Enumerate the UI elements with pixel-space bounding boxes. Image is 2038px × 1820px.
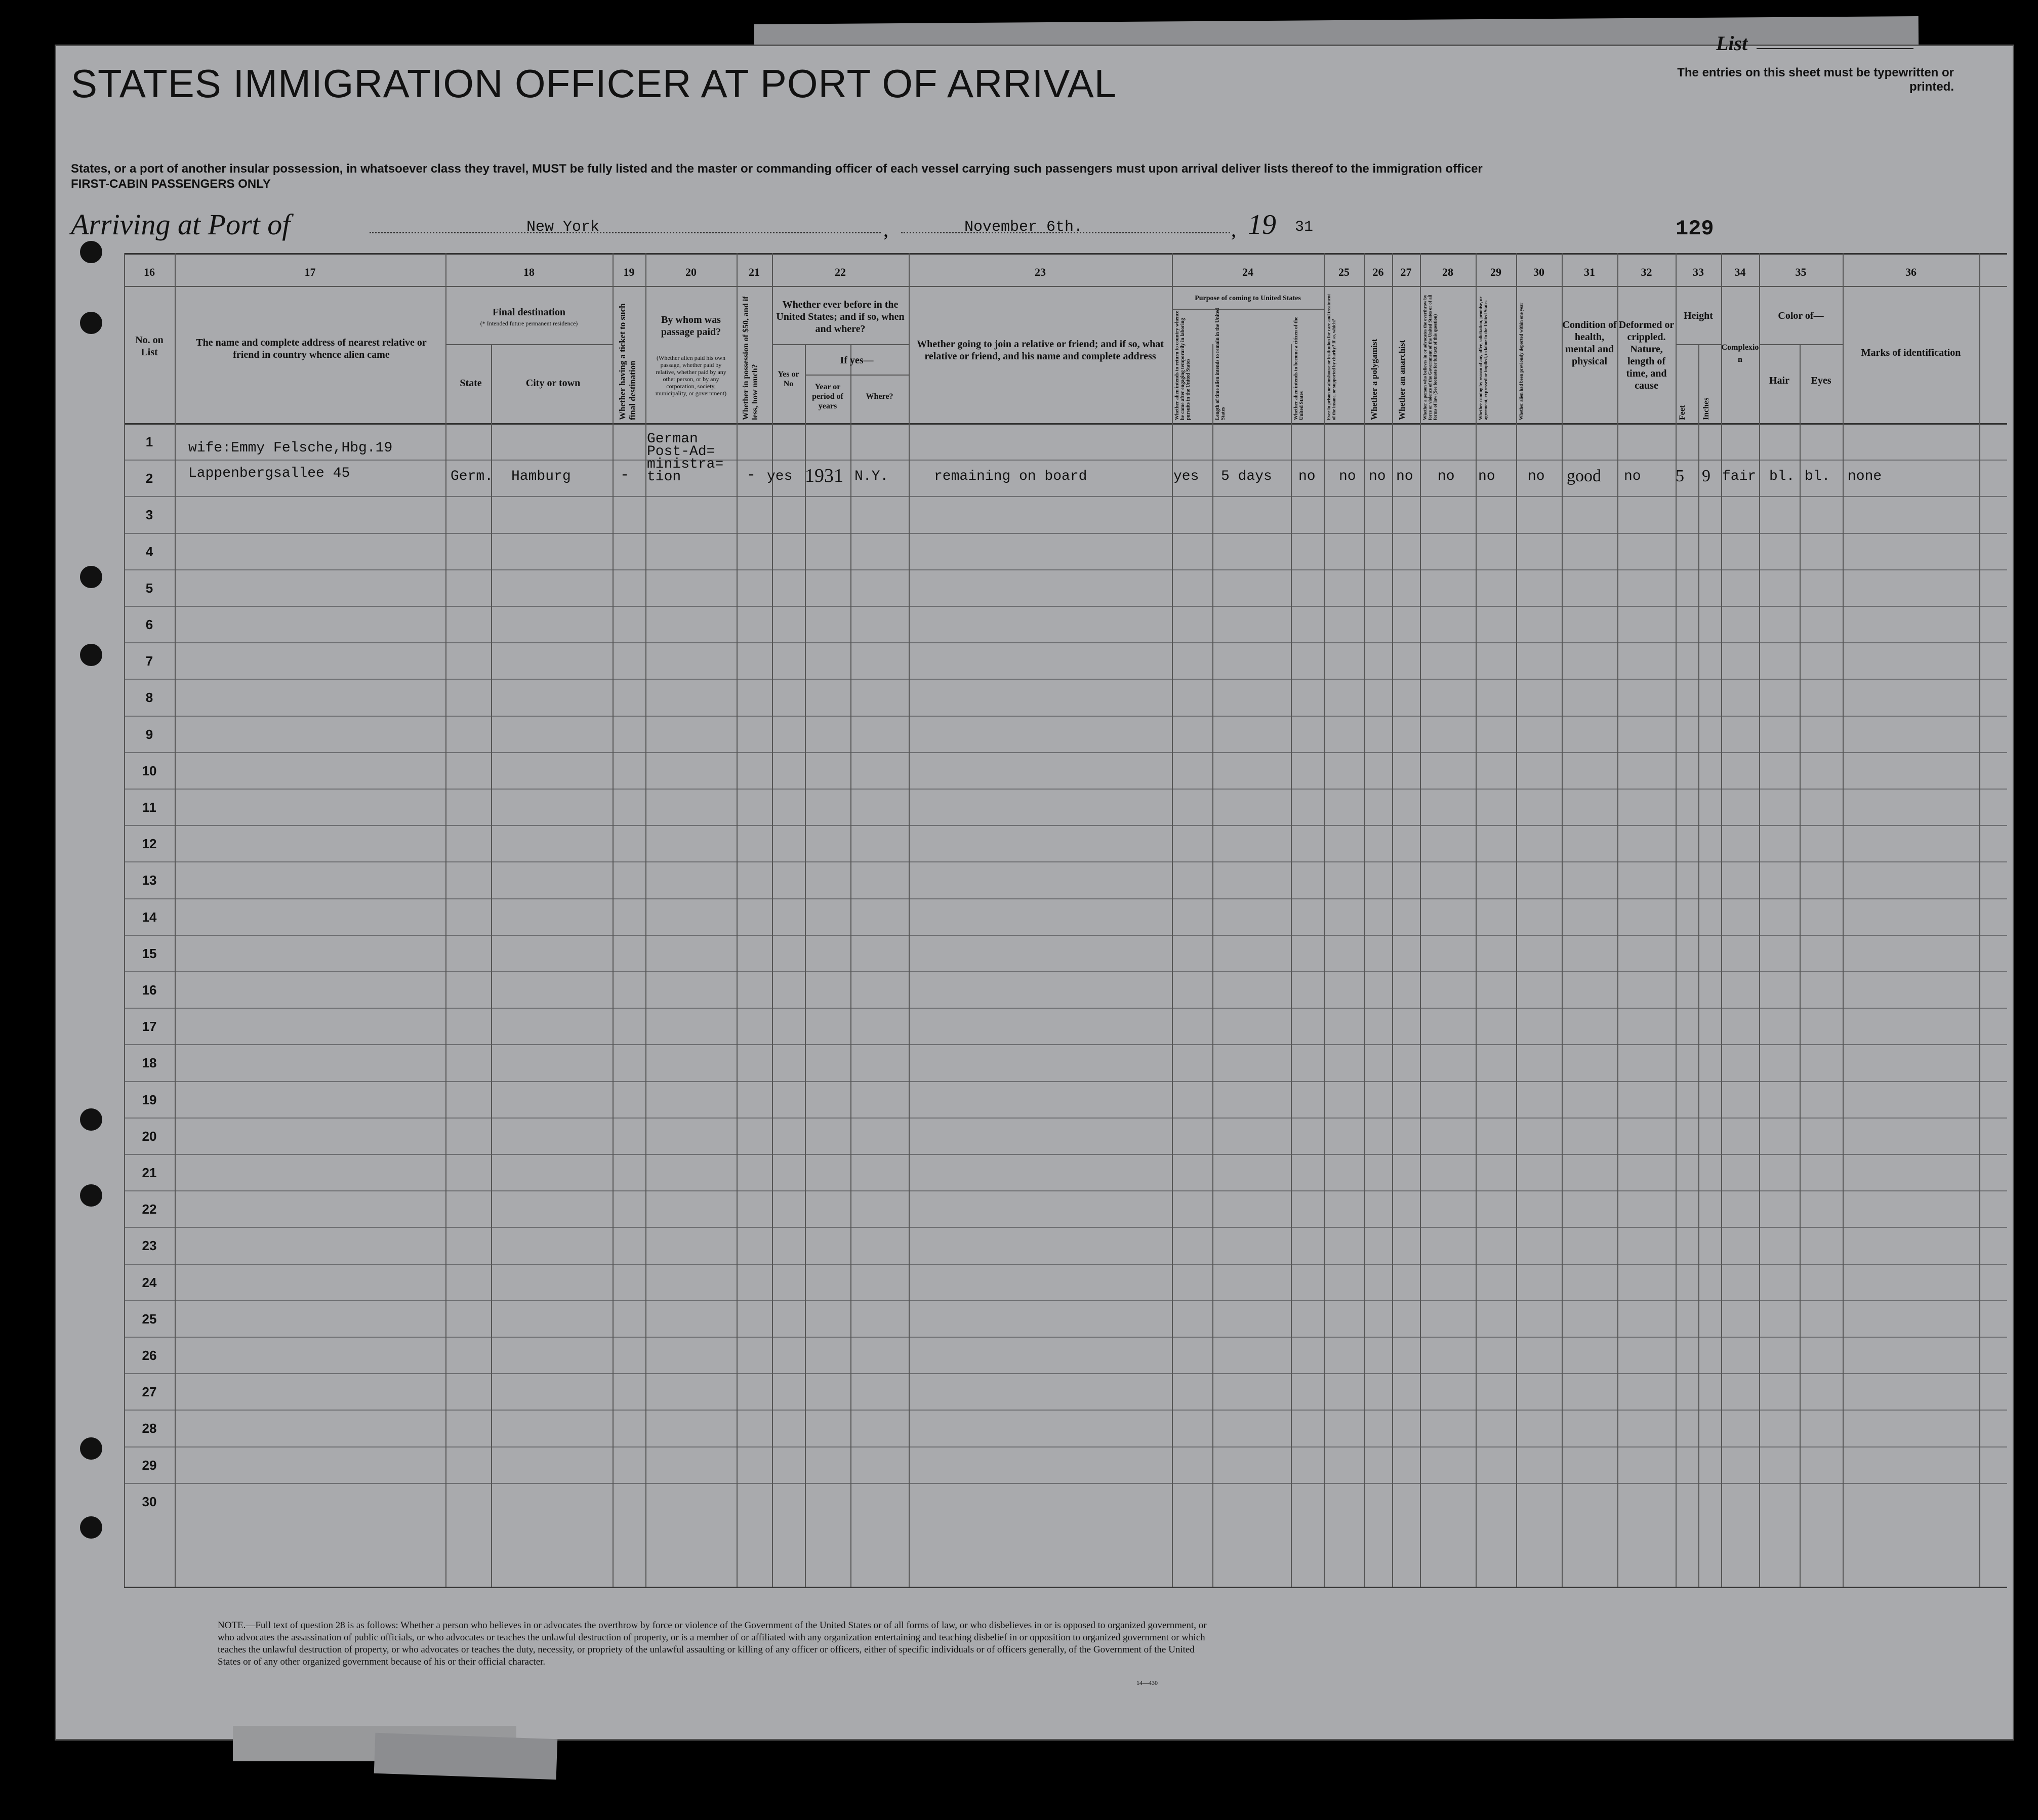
purpose-heading: Purpose of coming to United States bbox=[1195, 295, 1301, 302]
health-heading: Condition of health, mental and physical bbox=[1562, 319, 1617, 367]
purpose-length-heading: Length of time alien intends to remain in the United States bbox=[1215, 308, 1226, 420]
row-rule bbox=[124, 1227, 2007, 1228]
column-rule bbox=[1698, 344, 1699, 1587]
by-whom-note: (Whether alien paid his own passage, whether paid by relative, whether paid by any other person, or by any corporation, society, municipality, or government) bbox=[655, 354, 727, 397]
row-rule bbox=[124, 533, 2007, 534]
year-suffix: 31 bbox=[1295, 219, 1314, 236]
row-number: 11 bbox=[142, 800, 156, 815]
sub-heading-rule bbox=[772, 344, 909, 345]
year-value: 1931 bbox=[805, 465, 843, 486]
column-rule bbox=[1324, 253, 1325, 1587]
table-top-rule bbox=[124, 253, 2007, 255]
hair-value: bl. bbox=[1769, 469, 1795, 484]
row-rule bbox=[124, 825, 2007, 826]
final-destination-note: (* Intended future permanent residence) bbox=[480, 320, 578, 327]
punch-hole-icon bbox=[80, 241, 102, 263]
q28-heading: Whether a person who believes in or advocates the overthrow by force or violence of the Government of the United States or of all forms of law (See footnote for full text of this question) bbox=[1422, 295, 1438, 420]
row-rule bbox=[124, 752, 2007, 753]
punch-hole-icon bbox=[80, 1516, 102, 1539]
where-value: N.Y. bbox=[854, 469, 889, 484]
column-number: 16 bbox=[144, 266, 155, 278]
row-number: 24 bbox=[142, 1275, 157, 1290]
paper-scrap bbox=[374, 1733, 558, 1780]
comma: , bbox=[1231, 218, 1236, 241]
feet-heading: Feet bbox=[1678, 405, 1687, 420]
row-number: 17 bbox=[142, 1019, 157, 1034]
column-rule bbox=[1291, 344, 1292, 1587]
column-number: 19 bbox=[623, 266, 635, 278]
column-rule bbox=[850, 344, 851, 1587]
column-number: 25 bbox=[1338, 266, 1350, 278]
row-number: 9 bbox=[145, 727, 153, 742]
by-whom-heading: By whom was passage paid? bbox=[661, 314, 721, 338]
column-rule bbox=[1392, 253, 1393, 1587]
ticket-heading: Whether having a ticket to such final destination bbox=[618, 303, 637, 420]
row-rule bbox=[124, 789, 2007, 790]
inches-value: 9 bbox=[1702, 467, 1710, 485]
column-number: 21 bbox=[749, 266, 760, 278]
hair-heading: Hair bbox=[1769, 375, 1789, 386]
column-rule bbox=[1721, 253, 1722, 1587]
row-rule bbox=[124, 1483, 2007, 1484]
row-number: 25 bbox=[142, 1311, 157, 1327]
feet-value: 5 bbox=[1676, 467, 1684, 485]
row-rule bbox=[124, 569, 2007, 570]
row-number: 13 bbox=[142, 873, 157, 888]
row-rule bbox=[124, 716, 2007, 717]
question-28-footnote: NOTE.—Full text of question 28 is as follows: Whether a person who believes in or advocates the overthrow by force or violence of the Government of the United States or of all forms of law, or who disbelieves in or is opposed to organized government, or who advocates the assassination of public officials, or who advocates or teaches the unlawful destruction of property, or is a member of or affiliated with any organization entertaining and teaching disbelief in or opposition to organized government or which teaches the unlawful destruction of property, or who advocates or teaches the duty, necessity, or propriety of the unlawful assaulting or killing of any officer or officers, either of specific individuals or of officers generally, of the Government of the United States or of any other organized government because of his or their official character. bbox=[218, 1620, 1207, 1667]
column-number: 24 bbox=[1242, 266, 1253, 278]
row-rule bbox=[124, 1008, 2007, 1009]
purpose-return-heading: Whether alien intends to return to country whence he came after engaging temporarily in laboring pursuits in the United States bbox=[1174, 310, 1191, 420]
sub-heading-rule bbox=[445, 344, 613, 345]
column-rule bbox=[124, 253, 125, 1587]
sub-heading-rule bbox=[805, 375, 909, 376]
column-number: 23 bbox=[1035, 266, 1046, 278]
yes-no-heading: Yes or No bbox=[778, 370, 799, 388]
q29-value: no bbox=[1478, 469, 1495, 484]
color-of-heading: Color of— bbox=[1778, 310, 1824, 321]
deformed-heading: Deformed or crippled. Nature, length of time, and cause bbox=[1618, 319, 1675, 391]
column-rule bbox=[737, 253, 738, 1587]
column-rule bbox=[1979, 253, 1980, 1587]
comma: , bbox=[883, 218, 888, 241]
row-number: 15 bbox=[142, 946, 157, 961]
row-rule bbox=[124, 1300, 2007, 1301]
column-number: 36 bbox=[1905, 266, 1917, 278]
column-rule bbox=[1420, 253, 1421, 1587]
row-rule bbox=[124, 1154, 2007, 1155]
column-rule bbox=[1364, 253, 1365, 1587]
relative-address-line2: Lappenbergsallee 45 bbox=[188, 466, 350, 481]
polygamist-heading: Whether a polygamist bbox=[1369, 339, 1379, 420]
row-number: 14 bbox=[142, 909, 157, 925]
inches-heading: Inches bbox=[1702, 397, 1710, 420]
column-number: 20 bbox=[685, 266, 697, 278]
row-number: 30 bbox=[142, 1494, 157, 1509]
page-number: 129 bbox=[1676, 217, 1714, 241]
punch-hole-icon bbox=[80, 1184, 102, 1207]
list-label: List bbox=[1716, 32, 1748, 55]
row-rule bbox=[124, 898, 2007, 899]
row-rule bbox=[124, 1410, 2007, 1411]
column-rule bbox=[1676, 253, 1677, 1587]
column-number: 35 bbox=[1795, 266, 1807, 278]
punch-hole-icon bbox=[80, 1437, 102, 1460]
q29-heading: Whether coming by reason of any offer, solicitation, promise, or agreement, expressed or implied, to labor in the United States bbox=[1478, 297, 1488, 420]
q28-value: no bbox=[1438, 469, 1455, 484]
column-rule bbox=[1212, 344, 1213, 1587]
typewritten-notice: The entries on this sheet must be typewritten or printed. bbox=[1677, 66, 1954, 94]
arriving-label: Arriving at Port of bbox=[71, 208, 291, 241]
punch-hole-icon bbox=[80, 644, 102, 666]
state-heading: State bbox=[460, 378, 482, 389]
anarchist-value: no bbox=[1396, 469, 1413, 484]
column-number: 30 bbox=[1533, 266, 1544, 278]
column-rule bbox=[1759, 253, 1760, 1587]
year-prefix: 19 bbox=[1248, 209, 1276, 240]
column-rule bbox=[613, 253, 614, 1587]
column-number: 32 bbox=[1641, 266, 1652, 278]
header-bottom-rule bbox=[124, 423, 2007, 425]
column-number: 29 bbox=[1490, 266, 1501, 278]
height-heading: Height bbox=[1684, 310, 1713, 321]
row-rule bbox=[124, 1373, 2007, 1374]
state-value: Germ. bbox=[451, 469, 494, 484]
prison-value: no bbox=[1339, 469, 1356, 484]
row-number: 7 bbox=[145, 653, 153, 669]
marks-heading: Marks of identification bbox=[1861, 347, 1961, 358]
row-rule bbox=[124, 642, 2007, 643]
row-number: 27 bbox=[142, 1384, 157, 1399]
purpose-return-value: yes bbox=[1173, 469, 1199, 484]
column-rule bbox=[175, 253, 176, 1587]
table-bottom-rule bbox=[124, 1587, 2007, 1588]
column-number: 17 bbox=[304, 266, 316, 278]
port-line bbox=[370, 232, 881, 233]
column-number: 28 bbox=[1442, 266, 1453, 278]
punch-hole-icon bbox=[80, 312, 102, 334]
city-value: Hamburg bbox=[511, 469, 571, 484]
row-rule bbox=[124, 935, 2007, 936]
row-number: 18 bbox=[142, 1055, 157, 1070]
purpose-citizen-value: no bbox=[1298, 469, 1316, 484]
row-number: 19 bbox=[142, 1092, 157, 1107]
row-rule bbox=[124, 606, 2007, 607]
column-number: 22 bbox=[835, 266, 846, 278]
column-rule bbox=[909, 253, 910, 1587]
anarchist-heading: Whether an anarchist bbox=[1397, 340, 1407, 420]
column-rule bbox=[1800, 344, 1801, 1587]
row-rule bbox=[124, 1118, 2007, 1119]
column-number-rule bbox=[124, 286, 2007, 287]
ever-before-heading: Whether ever before in the United States; and if so, when and where? bbox=[776, 299, 905, 335]
column-number: 18 bbox=[523, 266, 535, 278]
complexion-heading: Complexion bbox=[1721, 343, 1759, 364]
fifty-dollars-heading: Whether in possession of $50, and if less, how much? bbox=[742, 296, 759, 420]
eyes-heading: Eyes bbox=[1811, 375, 1831, 386]
form-number: 14—430 bbox=[1136, 1679, 1158, 1686]
if-yes-heading: If yes— bbox=[840, 355, 874, 366]
health-value: good bbox=[1567, 467, 1601, 485]
deformed-value: no bbox=[1624, 469, 1641, 484]
row-rule bbox=[124, 460, 2007, 461]
column-rule bbox=[1476, 253, 1477, 1587]
row-rule bbox=[124, 861, 2007, 862]
nearest-relative-heading: The name and complete address of nearest relative or friend in country whence alien came bbox=[196, 337, 427, 360]
column-number: 31 bbox=[1584, 266, 1595, 278]
row-rule bbox=[124, 1446, 2007, 1447]
eyes-value: bl. bbox=[1805, 469, 1830, 484]
paid-by-line2: Post-Ad= bbox=[647, 444, 715, 460]
city-heading: City or town bbox=[525, 378, 581, 389]
punch-hole-icon bbox=[80, 1108, 102, 1131]
marks-value: none bbox=[1848, 469, 1882, 484]
paid-by-line3: ministra= bbox=[647, 457, 724, 472]
row-number: 1 bbox=[145, 434, 153, 449]
row-rule bbox=[124, 679, 2007, 680]
prison-heading: Ever in prison or almshouse or institution for care and treatment of the insane, or supported by charity? If so, which? bbox=[1326, 294, 1336, 420]
polygamist-value: no bbox=[1369, 469, 1386, 484]
row-rule bbox=[124, 1337, 2007, 1338]
row-rule bbox=[124, 1264, 2007, 1265]
column-rule bbox=[805, 344, 806, 1587]
paid-by-line4: tion bbox=[647, 469, 681, 485]
form-title: STATES IMMIGRATION OFFICER AT PORT OF ARRIVAL bbox=[71, 61, 1117, 106]
form-subtitle: States, or a port of another insular possession, in whatsoever class they travel, MUST be fully listed and the master or commanding officer of each vessel carrying such passengers must upon arrival deliver lists thereof to the immigration officer bbox=[71, 162, 1483, 176]
column-number: 33 bbox=[1693, 266, 1704, 278]
column-rule bbox=[645, 253, 646, 1587]
row-number: 10 bbox=[142, 763, 157, 778]
row-rule bbox=[124, 1081, 2007, 1082]
row-number: 8 bbox=[145, 690, 153, 705]
row-number: 2 bbox=[145, 471, 153, 486]
row-number: 21 bbox=[142, 1165, 157, 1180]
column-rule bbox=[491, 344, 492, 1587]
ticket-value: - bbox=[620, 467, 630, 484]
purpose-length-value: 5 days bbox=[1221, 469, 1272, 484]
row-number: 12 bbox=[142, 836, 157, 851]
column-rule bbox=[1172, 253, 1173, 1587]
purpose-citizen-heading: Whether alien intends to become a citizen of the United States bbox=[1293, 316, 1305, 420]
row-rule bbox=[124, 496, 2007, 497]
fifty-value: - bbox=[747, 467, 756, 484]
row-number: 26 bbox=[142, 1348, 157, 1363]
q30-heading: Whether alien had been previously deported within one year bbox=[1519, 302, 1524, 420]
column-number: 26 bbox=[1372, 266, 1384, 278]
column-rule bbox=[1617, 253, 1618, 1587]
year-period-heading: Year or period of years bbox=[812, 383, 843, 410]
row-rule bbox=[124, 1044, 2007, 1045]
sub-heading-rule bbox=[1676, 344, 1721, 345]
column-rule bbox=[1562, 253, 1563, 1587]
row-rule bbox=[124, 971, 2007, 972]
list-number-line bbox=[1757, 48, 1913, 49]
final-destination-heading: Final destination bbox=[493, 307, 565, 318]
row-number: 23 bbox=[142, 1238, 157, 1253]
row-rule bbox=[124, 1190, 2007, 1191]
complexion-value: fair bbox=[1722, 469, 1757, 484]
column-rule bbox=[772, 253, 773, 1587]
row-number: 29 bbox=[142, 1458, 157, 1473]
punch-hole-icon bbox=[80, 566, 102, 588]
join-value: remaining on board bbox=[934, 469, 1087, 484]
q30-value: no bbox=[1528, 469, 1545, 484]
manifest-sheet bbox=[55, 45, 2014, 1741]
row-number: 22 bbox=[142, 1202, 157, 1217]
row-number: 6 bbox=[145, 617, 153, 632]
ever-before-value: yes bbox=[767, 469, 793, 484]
port-value: New York bbox=[526, 219, 600, 236]
column-number: 27 bbox=[1400, 266, 1412, 278]
sub-heading-rule bbox=[1759, 344, 1843, 345]
date-value: November 6th. bbox=[964, 219, 1083, 236]
row-number: 28 bbox=[142, 1421, 157, 1436]
join-relative-heading: Whether going to join a relative or friend; and if so, what relative or friend, and his name and complete address bbox=[917, 339, 1164, 362]
row-number: 4 bbox=[145, 544, 153, 559]
where-heading: Where? bbox=[866, 392, 893, 401]
row-number: 20 bbox=[142, 1129, 157, 1144]
no-on-list-heading: No. on List bbox=[135, 335, 164, 358]
class-line: FIRST-CABIN PASSENGERS ONLY bbox=[71, 177, 271, 191]
column-rule bbox=[445, 253, 446, 1587]
relative-address-line1: wife:Emmy Felsche,Hbg.19 bbox=[188, 440, 393, 456]
column-rule bbox=[1516, 253, 1517, 1587]
row-number: 5 bbox=[145, 581, 153, 596]
row-number: 16 bbox=[142, 982, 157, 998]
column-rule bbox=[1843, 253, 1844, 1587]
paid-by-line1: German bbox=[647, 431, 698, 447]
column-number: 34 bbox=[1734, 266, 1746, 278]
row-number: 3 bbox=[145, 507, 153, 522]
